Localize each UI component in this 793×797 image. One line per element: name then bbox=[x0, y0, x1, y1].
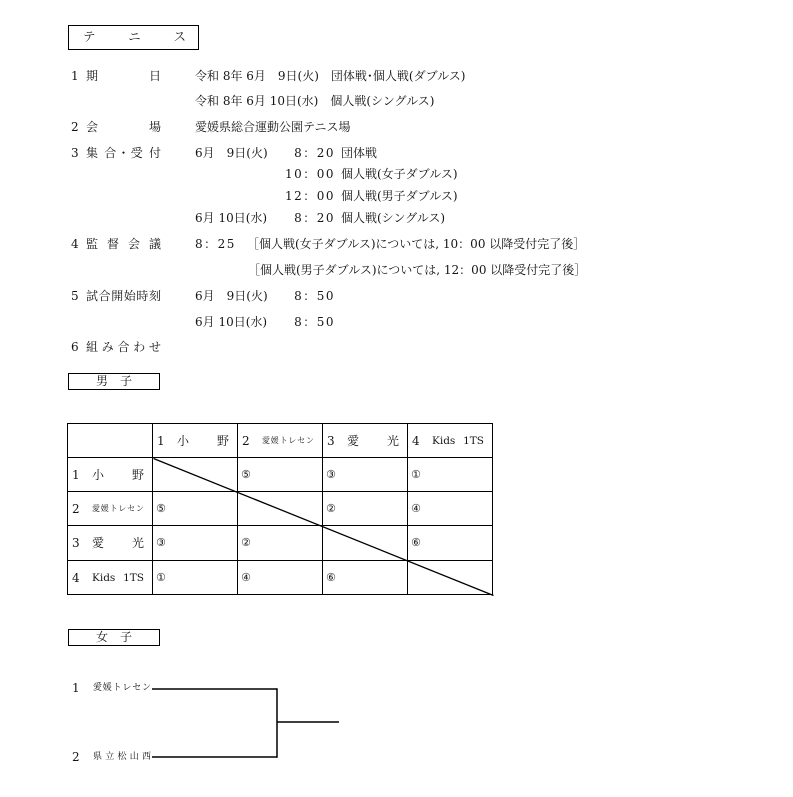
column-header bbox=[323, 424, 408, 458]
match-order: ③ bbox=[156, 536, 166, 549]
men-heading-box bbox=[68, 373, 160, 390]
venue-text: 愛媛県総合運動公園テニス場 bbox=[195, 120, 351, 134]
team-name: 愛媛トレセン bbox=[92, 503, 144, 513]
match-order: ② bbox=[241, 536, 251, 549]
team-number: 4 bbox=[412, 433, 420, 448]
match-order: ② bbox=[326, 501, 336, 515]
match-order: ⑤ bbox=[241, 467, 251, 481]
schedule-line: 令和 8年 6月 10日(水) 個人戦(シングルス) bbox=[195, 94, 435, 108]
meeting-note: ［個人戦(女子ダブルス)については, 10：00 以降受付完了後］ bbox=[247, 237, 586, 251]
section-label: 集 合・受 付 bbox=[86, 146, 161, 160]
column-header bbox=[238, 424, 323, 458]
section-label: 監 督 会 議 bbox=[86, 237, 161, 251]
section-number: 6 bbox=[71, 340, 79, 354]
women-heading: 女 子 bbox=[95, 630, 132, 644]
table-diagonal-line bbox=[153, 458, 494, 596]
page-title: テ ニ ス bbox=[83, 29, 186, 44]
team-number: 4 bbox=[72, 570, 80, 585]
column-header bbox=[408, 424, 493, 458]
schedule-time: 8：50 bbox=[294, 289, 335, 303]
schedule-time: 10：00 bbox=[284, 167, 335, 181]
match-order: ⑥ bbox=[411, 536, 421, 549]
section-number: 1 bbox=[71, 69, 79, 83]
entry-name: 県立松山西 bbox=[93, 752, 151, 762]
schedule-desc: 個人戦(女子ダブルス) bbox=[341, 167, 458, 181]
entry-name: 愛媛トレセン bbox=[93, 683, 151, 693]
team-name: 愛媛トレセン bbox=[262, 435, 314, 445]
entry-number: 1 bbox=[72, 681, 80, 695]
section-number: 2 bbox=[71, 120, 79, 134]
entry-number: 2 bbox=[72, 750, 80, 764]
team-number: 3 bbox=[72, 536, 80, 550]
team-number: 2 bbox=[242, 433, 250, 448]
section-label: 組み合わせ bbox=[86, 340, 161, 354]
team-number: 2 bbox=[72, 501, 80, 516]
team-number: 1 bbox=[72, 467, 80, 482]
meeting-note: ［個人戦(男子ダブルス)については, 12：00 以降受付完了後］ bbox=[248, 263, 587, 277]
team-name: 小 野 bbox=[92, 467, 144, 482]
team-name: Kids 1TS bbox=[92, 571, 144, 584]
women-heading-box bbox=[68, 629, 160, 646]
match-order: ① bbox=[156, 570, 166, 584]
section-number: 4 bbox=[71, 237, 79, 251]
schedule-date: 6月 10日(水) bbox=[195, 211, 268, 225]
men-heading: 男 子 bbox=[95, 374, 132, 388]
match-order: ⑥ bbox=[326, 570, 336, 584]
schedule-date: 6月 9日(火) bbox=[195, 146, 268, 160]
schedule-line: 令和 8年 6月 9日(火) 団体戦･個人戦(ダブルス) bbox=[195, 69, 466, 83]
row-header bbox=[68, 492, 153, 526]
team-name: 愛 光 bbox=[92, 536, 144, 550]
row-header bbox=[68, 526, 153, 561]
section-number: 3 bbox=[71, 146, 79, 160]
match-order: ① bbox=[411, 467, 421, 481]
team-number: 1 bbox=[157, 433, 165, 448]
team-name: 小 野 bbox=[177, 433, 229, 448]
title-box bbox=[68, 25, 199, 50]
schedule-time: 8：50 bbox=[294, 315, 335, 329]
schedule-date: 6月 9日(火) bbox=[195, 289, 268, 303]
match-order: ③ bbox=[326, 467, 336, 481]
row-header bbox=[68, 561, 153, 595]
section-label: 試合開始時刻 bbox=[86, 289, 161, 303]
table-corner-cell bbox=[68, 424, 153, 458]
schedule-desc: 個人戦(男子ダブルス) bbox=[341, 189, 458, 203]
match-order: ④ bbox=[411, 501, 421, 515]
match-order: ⑤ bbox=[156, 501, 166, 515]
meeting-time: 8：25 bbox=[195, 237, 236, 251]
match-order: ④ bbox=[241, 570, 251, 584]
section-number: 5 bbox=[71, 289, 79, 303]
row-header bbox=[68, 458, 153, 492]
schedule-time: 8：20 bbox=[294, 146, 335, 160]
schedule-time: 12：00 bbox=[284, 189, 335, 203]
schedule-time: 8：20 bbox=[294, 211, 335, 225]
section-label: 会 場 bbox=[86, 120, 161, 134]
team-name: 愛 光 bbox=[347, 433, 399, 448]
schedule-date: 6月 10日(水) bbox=[195, 315, 268, 329]
team-number: 3 bbox=[327, 433, 335, 448]
section-label: 期 日 bbox=[86, 69, 161, 83]
schedule-desc: 個人戦(シングルス) bbox=[341, 211, 446, 225]
schedule-desc: 団体戦 bbox=[341, 146, 378, 160]
bracket-lines bbox=[150, 680, 345, 770]
team-name: Kids 1TS bbox=[432, 434, 484, 447]
column-header bbox=[153, 424, 238, 458]
